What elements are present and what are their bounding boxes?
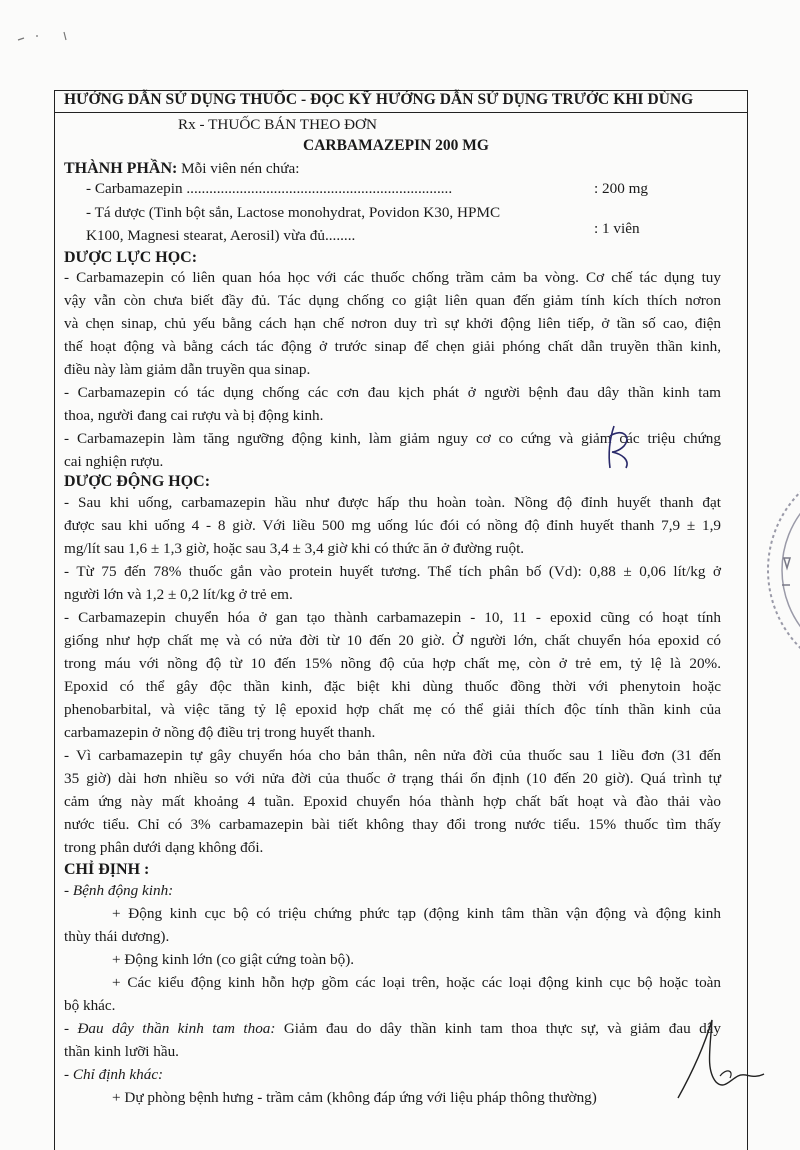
- pk-line: giống như hợp chất mẹ và có nửa đời từ 10 đến 20 giờ. Ở người lớn, chất chuyển hóa epoxid có: [64, 632, 721, 649]
- pd-line: và chẹn sinap, chủ yếu bằng cách hạn chế nơron duy trì sự khởi động liên tiếp, ở tần số cao, điện: [64, 315, 721, 332]
- pk-line: trong phân dưới dạng không đổi.: [64, 839, 264, 856]
- pd-line: thế hoạt động và bằng cách tác động ở trước sinap để chẹn giải phóng chất dẫn truyền thần kinh,: [64, 338, 721, 355]
- pk-line: - Sau khi uống, carbamazepin hầu như được hấp thu hoàn toàn. Nồng độ đỉnh huyết thanh đạt: [64, 494, 721, 511]
- pd-line: thoa, người đang cai rượu và bị động kinh.: [64, 407, 324, 424]
- pk-line: người lớn và 1,2 ± 0,2 lít/kg ở trẻ em.: [64, 586, 293, 603]
- pk-line: trong máu với nồng độ từ 10 đến 15% nồng độ của hợp chất mẹ, còn ở trẻ em, tỷ lệ là 20%.: [64, 655, 721, 672]
- composition-line: [64, 161, 299, 177]
- pk-line: được sau khi uống 4 - 8 giờ. Với liều 500 mg uống lúc đói có nồng độ đỉnh huyết thanh 7,9 ± 1,9: [64, 517, 721, 534]
- pd-line: điều này làm giảm dẫn truyền qua sinap.: [64, 361, 311, 378]
- pk-line: - Carbamazepin chuyển hóa ở gan tạo thành carbamazepin - 10, 11 - epoxid cũng có hoạt tính: [64, 609, 721, 626]
- pk-line: cảm ứng này mất khoảng 4 tuần. Epoxid chuyển hóa thành hợp chất bất hoạt và đào thải vào: [64, 793, 721, 810]
- composition-item-2-line-1: - Tá dược (Tinh bột sắn, Lactose monohydrat, Povidon K30, HPMC: [86, 204, 501, 221]
- indications-heading: CHỈ ĐỊNH :: [64, 861, 150, 878]
- composition-item-1: - Carbamazepin ......................................................................: [86, 180, 453, 197]
- pd-line: - Carbamazepin làm tăng ngưỡng động kinh, làm giảm nguy cơ co cứng và giảm các triệu chứng: [64, 430, 721, 447]
- composition-item-2-amount: : 1 viên: [594, 220, 640, 237]
- pd-line: cai nghiện rượu.: [64, 453, 164, 470]
- epilepsy-label: - Bệnh động kinh:: [64, 882, 174, 899]
- product-name: CARBAMAZEPIN 200 MG: [303, 137, 489, 154]
- rx-line: Rx - THUỐC BÁN THEO ĐƠN: [178, 116, 377, 133]
- pk-line: mg/lít sau 1,6 ± 1,3 giờ, hoặc sau 3,4 ± 3,4 giờ khi có thức ăn ở đường ruột.: [64, 540, 525, 557]
- other-indication-item-1: + Dự phòng bệnh hưng - trầm cảm (không đáp ứng với liệu pháp thông thường): [112, 1089, 597, 1106]
- epilepsy-item-1-line-2: thùy thái dương).: [64, 928, 170, 945]
- neuralgia-label: - Đau dây thần kinh tam thoa:: [64, 1020, 276, 1037]
- pk-line: phenobarbital, và việc tăng tỷ lệ epoxid hợp chất mẹ có thể giải thích độc tính thần kinh của: [64, 701, 721, 718]
- header-divider: [54, 112, 748, 113]
- pk-line: carbamazepin ở nồng độ điều trị trong huyết thanh.: [64, 724, 376, 741]
- composition-item-1-amount: : 200 mg: [594, 180, 649, 197]
- stamp-fragment: [758, 440, 800, 700]
- composition-intro: Mỗi viên nén chứa:: [177, 160, 300, 177]
- neuralgia-line: [64, 1021, 721, 1036]
- header-title: HƯỚNG DẪN SỬ DỤNG THUỐC - ĐỌC KỸ HƯỚNG DẪN SỬ DỤNG TRƯỚC KHI DÙNG: [64, 91, 694, 108]
- pd-line: - Carbamazepin có tác dụng chống các cơn đau kịch phát ở người bệnh đau dây thần kinh tam: [64, 384, 721, 401]
- composition-heading: THÀNH PHẦN:: [64, 160, 178, 177]
- signature-mark: [668, 1010, 778, 1105]
- pd-line: vậy vẫn còn chưa biết đầy đủ. Tác dụng chống co giật liên quan đến giảm tính kích thích nơron: [64, 292, 721, 309]
- pharmacodynamics-heading: DƯỢC LỰC HỌC:: [64, 249, 198, 266]
- neuralgia-text: Giảm đau do dây thần kinh tam thoa thực sự, và giảm đau dây: [275, 1020, 721, 1037]
- epilepsy-item-3-line-2: bộ khác.: [64, 997, 116, 1014]
- pk-line: - Vì carbamazepin tự gây chuyển hóa cho bản thân, nên nửa đời của thuốc sau 1 liều đơn (31 đến: [64, 747, 721, 764]
- pd-line: - Carbamazepin có liên quan hóa học với các thuốc chống trầm cảm ba vòng. Cơ chế tác dụng tuy: [64, 269, 721, 286]
- neuralgia-line-2: thần kinh lưỡi hầu.: [64, 1043, 179, 1060]
- other-indications-label: - Chỉ định khác:: [64, 1066, 164, 1083]
- pharmacokinetics-heading: DƯỢC ĐỘNG HỌC:: [64, 473, 211, 490]
- pk-line: Epoxid có thể gây độc thần kinh, đặc biệt khi dùng thuốc đồng thời với phenytoin hoặc: [64, 678, 721, 695]
- epilepsy-item-1-line-1: + Động kinh cục bộ có triệu chứng phức tạp (động kinh tâm thần vận động và động kinh: [112, 905, 721, 922]
- composition-item-2-line-2: K100, Magnesi stearat, Aerosil) vừa đủ........: [86, 227, 356, 244]
- handwritten-initial-mark: [596, 418, 646, 478]
- pk-line: - Từ 75 đến 78% thuốc gắn vào protein huyết tương. Thể tích phân bố (Vd): 0,88 ± 0,06 lít/kg ở: [64, 563, 721, 580]
- corner-specks: [14, 28, 74, 48]
- pk-line: nước tiểu. Chỉ có 3% carbamazepin bài tiết không thay đổi trong nước tiểu. 15% thuốc tìm thấy: [64, 816, 721, 833]
- epilepsy-item-3-line-1: + Các kiểu động kinh hỗn hợp gồm các loại trên, hoặc các loại động kinh cục bộ hoặc toàn: [112, 974, 721, 991]
- epilepsy-item-2: + Động kinh lớn (co giật cứng toàn bộ).: [112, 951, 355, 968]
- pk-line: 35 giờ) dài hơn nhiều so với nửa đời của thuốc ở trạng thái ổn định (10 đến 20 giờ). Quá trình tự: [64, 770, 721, 787]
